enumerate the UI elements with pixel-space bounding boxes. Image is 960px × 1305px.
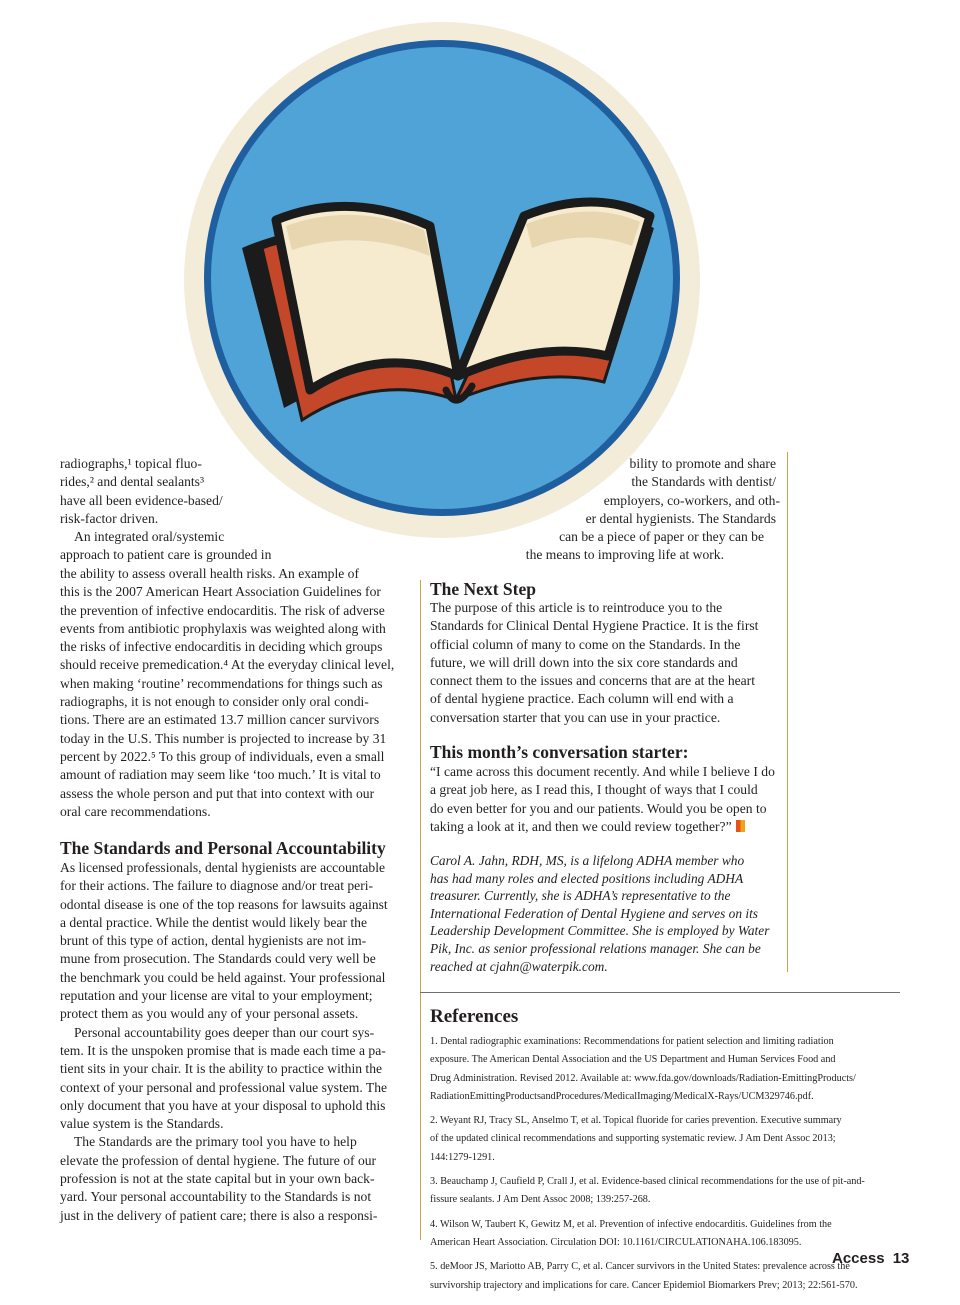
text-line: tient sits in your chair. It is the ability to practice within the (60, 1061, 383, 1077)
text-line: The purpose of this article is to reintroduce you to the (430, 600, 723, 615)
reference-line: 1. Dental radiographic examinations: Recommendations for patient selection and limiting radiation (430, 1036, 834, 1047)
text-line: radiographs, it is not enough to consider only oral condi- (60, 694, 369, 710)
text-line: Standards for Clinical Dental Hygiene Practice. It is the first (430, 618, 759, 634)
references-rule (420, 992, 900, 993)
text-line: a dental practice. While the dentist would likely bear the (60, 914, 368, 930)
section-heading-conversation: This month’s conversation starter: (430, 742, 689, 762)
text-line: Personal accountability goes deeper than our court sys- (74, 1024, 375, 1040)
text-line: tem. It is the unspoken promise that is made each time a pa- (60, 1042, 386, 1058)
standards-text (60, 859, 410, 1225)
text-line: tions. There are an estimated 13.7 million cancer survivors (60, 712, 380, 728)
text-line: “I came across this document recently. And while I believe I do (430, 764, 775, 779)
text-line: future, we will drill down into the six core standards and (430, 654, 738, 670)
text-line: Carol A. Jahn, RDH, MS, is a lifelong ADHA member who (430, 853, 745, 868)
text-line: bility to promote and share (629, 456, 776, 471)
text-line: just in the delivery of patient care; there is also a responsi- (60, 1207, 378, 1223)
text-line: reached at cjahn@waterpik.com. (430, 958, 608, 974)
reference-line: exposure. The American Dental Association and the US Department and Human Services Food and (430, 1054, 836, 1066)
intro-text (60, 455, 272, 565)
page-footer (832, 1250, 909, 1267)
text-line: the means to improving life at work. (525, 547, 724, 563)
end-mark-icon (736, 820, 745, 832)
text-line: of dental hygiene practice. Each column will end with a (430, 691, 734, 707)
reference-line: American Heart Association. Circulation DOI: 10.1161/CIRCULATIONAHA.106.183095. (430, 1236, 802, 1248)
text-line: a great job here, as I read this, I thought of ways that I could (430, 782, 758, 798)
text-line: er dental hygienists. The Standards (585, 510, 776, 526)
reference-line: 144:1279-1291. (430, 1151, 495, 1163)
text-line: reputation and your license are vital to your employment; (60, 988, 373, 1004)
text-line: the Standards with dentist/ (631, 474, 776, 490)
text-line: taking a look at it, and then we could review together?” (430, 818, 782, 836)
text-line: International Federation of Dental Hygiene and serves on its (430, 905, 759, 921)
text-line: risk-factor driven. (60, 510, 159, 526)
column-rule (420, 580, 421, 1240)
publication-name: Access (832, 1250, 885, 1267)
text-line: percent by 2022.⁵ To this group of individuals, even a small (60, 748, 385, 764)
text-line: the ability to assess overall health risks. An example of (60, 566, 359, 581)
text-line: when making ‘routine’ recommendations for things such as (60, 675, 383, 691)
reference-item (430, 1175, 900, 1212)
reference-item (430, 1260, 900, 1297)
reference-line: survivorship trajectory and implications for care. Cancer Epidemiol Biomarkers Prev; 2013; 22:561-570. (430, 1279, 858, 1291)
text-line: this is the 2007 American Heart Association Guidelines for (60, 584, 381, 600)
text-line: the benchmark you could be held against. Your professional (60, 969, 386, 985)
text-line: the risks of infective endocarditis in deciding which groups (60, 639, 383, 655)
text-line: should receive premedication.⁴ At the everyday clinical level, (60, 657, 395, 673)
text-line: for their actions. The failure to diagnose and/or treat peri- (60, 878, 374, 894)
text-line: has had many roles and elected positions including ADHA (430, 870, 744, 886)
author-bio (430, 852, 782, 975)
text-line: connect them to the issues and concerns that are at the heart (430, 673, 755, 689)
text-line: brunt of this type of action, dental hygienists are not im- (60, 933, 367, 949)
text-line: official column of many to come on the Standards. In the (430, 636, 741, 652)
body-text (60, 565, 410, 821)
reference-line: 3. Beauchamp J, Caufield P, Crall J, et al. Evidence-based clinical recommendations for the use of pit-and- (430, 1176, 865, 1188)
text-line: the prevention of infective endocarditis. The risk of adverse (60, 602, 385, 618)
next-step-text (430, 599, 782, 727)
text-line: approach to patient care is grounded in (60, 547, 272, 563)
text-line: mune from prosecution. The Standards could very well be (60, 951, 376, 967)
text-line: elevate the profession of dental hygiene. The future of our (60, 1152, 377, 1168)
reference-item (430, 1114, 900, 1169)
text-line: today in the U.S. This number is projected to increase by 31 (60, 730, 387, 746)
conversation-text (430, 763, 782, 836)
reference-line: of the updated clinical recommendations and supporting systematic review. J Am Dent Assoc 2013; (430, 1133, 836, 1145)
text-line: conversation starter that you can use in your practice. (430, 709, 721, 725)
section-heading-standards: The Standards and Personal Accountability (60, 838, 386, 858)
text-line: Pik, Inc. as senior professional relations manager. She can be (430, 940, 761, 956)
text-line: can be a piece of paper or they can be (559, 529, 764, 545)
text-line: events from antibiotic prophylaxis was weighted along with (60, 620, 386, 636)
text-line: protect them as you would any of your personal assets. (60, 1006, 359, 1022)
section-heading-next-step: The Next Step (430, 579, 536, 599)
text-line: profession is not at the state capital but in your own back- (60, 1171, 375, 1187)
reference-line: 2. Weyant RJ, Tracy SL, Anselmo T, et al. Topical fluoride for caries prevention. Executive summary (430, 1115, 842, 1127)
text-line: Leadership Development Committee. She is employed by Water (430, 923, 770, 939)
text-line: context of your personal and professional value system. The (60, 1079, 388, 1095)
text-line: have all been evidence-based/ (60, 492, 223, 508)
reference-item (430, 1035, 900, 1108)
text-line: value system is the Standards. (60, 1116, 224, 1132)
page-number: 13 (892, 1250, 910, 1267)
text-line: yard. Your personal accountability to the Standards is not (60, 1189, 372, 1205)
text-line: oral care recommendations. (60, 803, 211, 819)
right-intro-text (500, 455, 780, 565)
reference-line: 5. deMoor JS, Mariotto AB, Parry C, et al. Cancer survivors in the United States: prevalence across the (430, 1261, 850, 1273)
text-line: odontal disease is one of the top reasons for lawsuits against (60, 896, 388, 912)
text-line: do even better for you and our patients. Would you be open to (430, 800, 767, 816)
text-line: amount of radiation may seem like ‘too much.’ It is vital to (60, 767, 381, 783)
reference-line: 4. Wilson W, Taubert K, Gewitz M, et al. Prevention of infective endocarditis. Guidelines from the (430, 1218, 832, 1230)
reference-line: fissure sealants. J Am Dent Assoc 2008; 139:257-268. (430, 1194, 651, 1206)
references-list (430, 1035, 900, 1297)
text-line: only document that you have at your disposal to uphold this (60, 1097, 386, 1113)
text-line: radiographs,¹ topical fluo- (60, 456, 202, 471)
references-heading: References (430, 1006, 519, 1027)
text-line: treasurer. Currently, she is ADHA’s representative to the (430, 888, 731, 904)
text-line: rides,² and dental sealants³ (60, 474, 205, 490)
text-line: As licensed professionals, dental hygienists are accountable (60, 860, 386, 875)
text-line: An integrated oral/systemic (74, 529, 225, 545)
text-line: assess the whole person and put that into context with our (60, 785, 375, 801)
sidebar-rule (787, 452, 788, 972)
reference-item (430, 1218, 900, 1255)
reference-line: RadiationEmittingProductsandProcedures/MedicalImaging/MedicalX-Rays/UCM329746.pdf. (430, 1090, 814, 1102)
text-line: employers, co-workers, and oth- (603, 492, 780, 508)
text-line: The Standards are the primary tool you have to help (74, 1134, 357, 1150)
reference-line: Drug Administration. Revised 2012. Available at: www.fda.gov/downloads/Radiation-EmittingProducts/ (430, 1072, 856, 1084)
